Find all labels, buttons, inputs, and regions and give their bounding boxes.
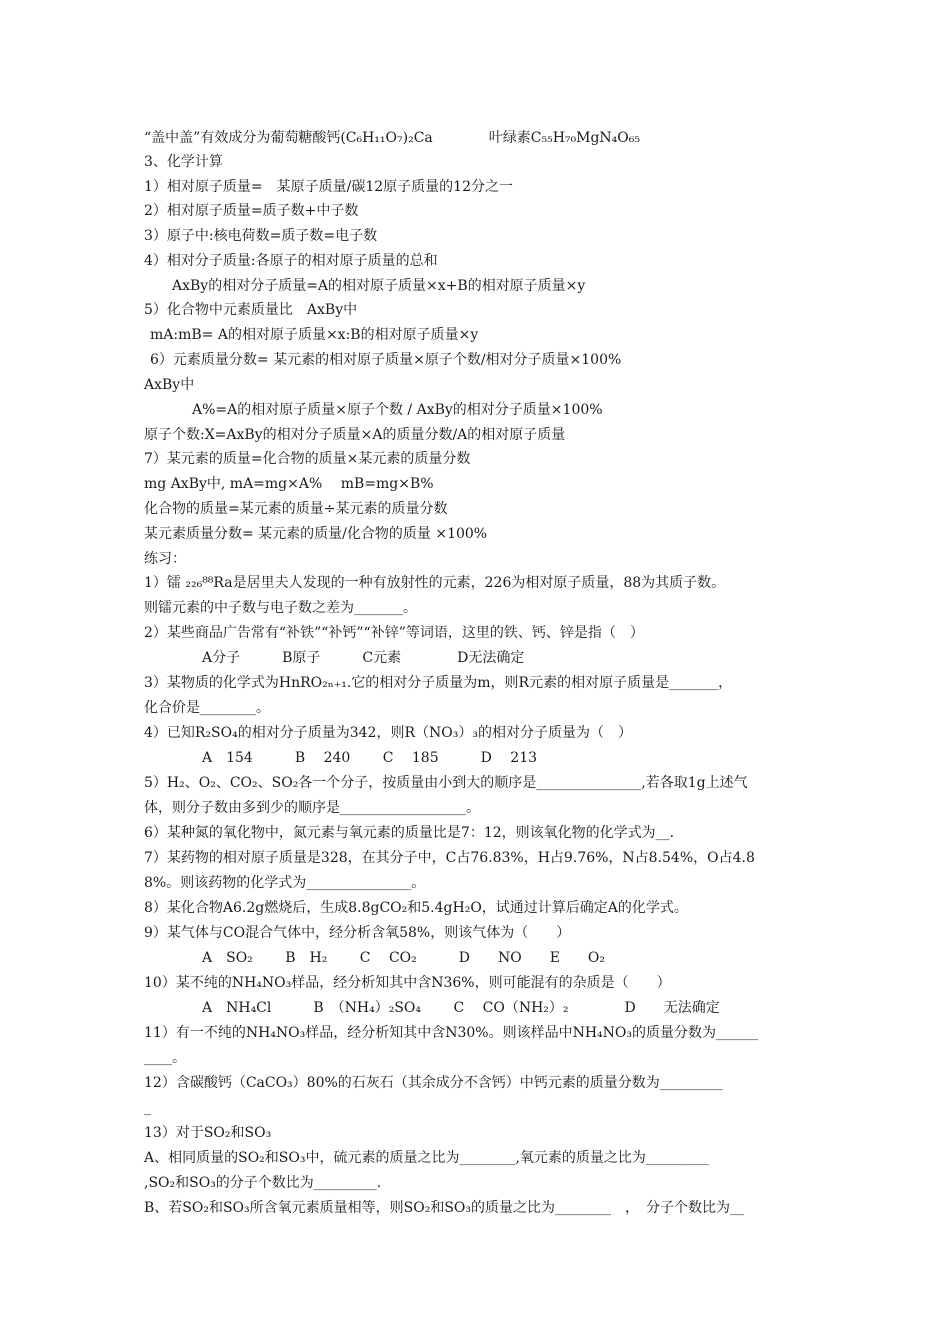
question-line: ,SO₂和SO₃的分子个数比为_________. [144,1175,382,1191]
question-line: 化合价是________。 [144,700,270,716]
text-line: 化合物的质量=某元素的质量÷某元素的质量分数 [144,501,448,517]
question-line: B、若SO₂和SO₃所含氧元素质量相等，则SO₂和SO₃的质量之比为________ ， 分子个数比为__ [144,1200,745,1216]
text-line: AxBy的相对分子质量=A的相对原子质量×x+B的相对原子质量×y [172,278,586,294]
question-line: 11）有一不纯的NH₄NO₃样品，经分析知其中含N30%。则该样品中NH₄NO₃的质量分数为______ [144,1025,759,1041]
question-line: 8）某化合物A6.2g燃烧后，生成8.8gCO₂和5.4gH₂O，试通过计算后确定A的化学式。 [144,900,688,916]
question-line: 1）镭 ₂₂₆⁸⁸Ra是居里夫人发现的一种有放射性的元素，226为相对原子质量，88为其质子数。 [144,575,726,591]
text-line: 6）元素质量分数= 某元素的相对原子质量×原子个数/相对分子质量×100% [150,352,622,368]
question-line: 7）某药物的相对原子质量是328，在其分子中，C占76.83%，H占9.76%，N占8.54%，O占4.8 [144,850,755,866]
text-line: 某元素质量分数= 某元素的质量/化合物的质量 ×100% [144,526,488,542]
text-line: AxBy中 [144,377,195,393]
text-line: 1）相对原子质量= 某原子质量/碳12原子质量的12分之一 [144,179,513,195]
question-line: 8%。则该药物的化学式为_______________。 [144,875,426,891]
question-line: 13）对于SO₂和SO₃ [144,1125,272,1141]
answer-options: A NH₄Cl B （NH₄）₂SO₄ C CO（NH₂）₂ D 无法确定 [202,1000,720,1016]
question-line: 5）H₂、O₂、CO₂、SO₂各一个分子，按质量由小到大的顺序是_______________,若各取1g上述气 [144,775,748,791]
text-line: 4）相对分子质量:各原子的相对原子质量的总和 [144,253,438,269]
answer-options: A SO₂ B H₂ C CO₂ D NO E O₂ [202,950,606,966]
section-heading: 练习： [144,551,186,567]
question-line: ____。 [144,1050,186,1066]
text-line: mA:mB= A的相对原子质量×x:B的相对原子质量×y [150,327,479,343]
question-line: _ [144,1100,151,1116]
question-line: 10）某不纯的NH₄NO₃样品，经分析知其中含N36%，则可能混有的杂质是（ ） [144,975,671,991]
question-line: 则镭元素的中子数与电子数之差为_______。 [144,600,417,616]
question-line: 3）某物质的化学式为HnRO₂ₙ₊₁.它的相对分子质量为m，则R元素的相对原子质量是_______， [144,675,733,691]
text-line: 7）某元素的质量=化合物的质量×某元素的质量分数 [144,451,471,467]
answer-options: A 154 B 240 C 185 D 213 [202,750,538,766]
question-line: 6）某种氮的氧化物中，氮元素与氧元素的质量比是7：12，则该氧化物的化学式为__. [144,825,675,841]
question-line: 体，则分子数由多到少的顺序是__________________。 [144,800,480,816]
answer-options: A分子 B原子 C元素 D无法确定 [202,650,525,666]
text-line: “盖中盖”有效成分为葡萄糖酸钙(C₆H₁₁O₇)₂Ca 叶绿素C₅₅H₇₀MgN₄O₆₅ [144,130,640,146]
text-line: 2）相对原子质量=质子数+中子数 [144,203,359,219]
text-line: 5）化合物中元素质量比 AxBy中 [144,302,358,318]
text-line: 原子个数:X=AxBy的相对分子质量×A的质量分数/A的相对原子质量 [144,427,566,443]
section-heading: 3、化学计算 [144,154,223,170]
text-line: 3）原子中:核电荷数=质子数=电子数 [144,228,378,244]
question-line: 4）已知R₂SO₄的相对分子质量为342，则R（NO₃）₃的相对分子质量为（ ） [144,725,632,741]
text-line: A%=A的相对原子质量×原子个数 / AxBy的相对分子质量×100% [192,402,603,418]
question-line: 12）含碳酸钙（CaCO₃）80%的石灰石（其余成分不含钙）中钙元素的质量分数为_________ [144,1075,723,1091]
question-line: 9）某气体与CO混合气体中，经分析含氧58%，则该气体为（ ） [144,925,571,941]
question-line: 2）某些商品广告常有“补铁”“补钙”“补锌”等词语，这里的铁、钙、锌是指（ ） [144,625,644,641]
question-line: A、相同质量的SO₂和SO₃中，硫元素的质量之比为________,氧元素的质量之比为_________ [144,1150,709,1166]
text-line: mg AxBy中, mA=mg×A% mB=mg×B% [144,476,434,492]
